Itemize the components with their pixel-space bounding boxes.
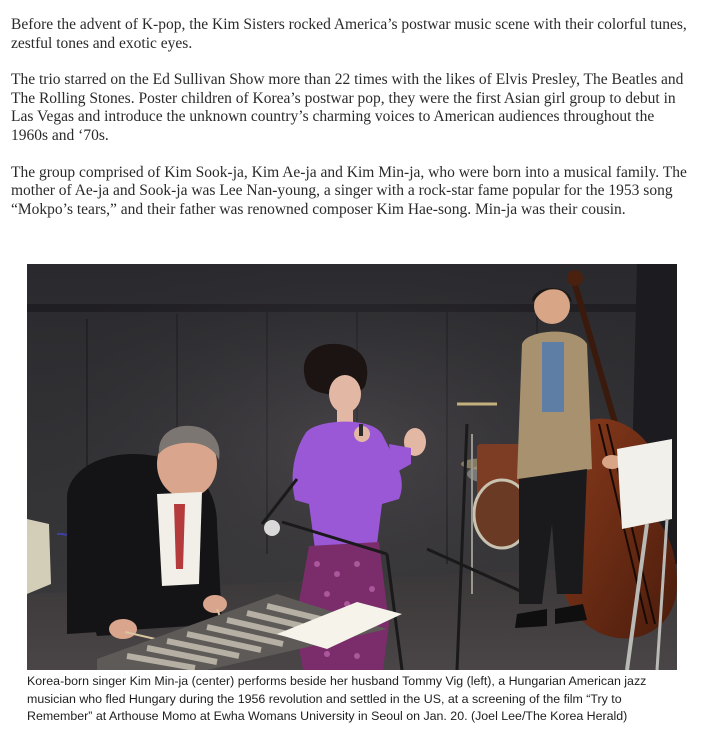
article-figure: [27, 264, 677, 726]
article-paragraph: The group comprised of Kim Sook-ja, Kim Ae-ja and Kim Min-ja, who were born into a musical family. The mother of Ae-ja and Sook-ja was Lee Nan-young, a singer with a rock-star fame popular for the 1953 song “Mokpo’s tears,” and their father was renowned composer Kim Hae-song. Min-ja was their cousin.: [11, 163, 687, 218]
photo-caption: Korea-born singer Kim Min-ja (center) performs beside her husband Tommy Vig (left), a Hungarian American jazz musician who fled Hungary during the 1956 revolution and settled in the US, at a screening of the film “Try to Remember” at Arthouse Momo at Ewha Womans University in Seoul on Jan. 20. (Joel Lee/The Korea Herald): [27, 674, 647, 723]
article-paragraph: The trio starred on the Ed Sullivan Show more than 22 times with the likes of Elvis Presley, The Beatles and The Rolling Stones. Poster children of Korea’s postwar pop, they were the first Asian girl group to debut in Las Vegas and introduce the unknown country’s charming voices to American audiences throughout the 1960s and ‘70s.: [11, 71, 684, 144]
article-paragraph: Before the advent of K-pop, the Kim Sisters rocked America’s postwar music scene with their colorful tunes, zestful tones and exotic eyes.: [11, 16, 687, 52]
concert-photo: [27, 264, 677, 670]
article-body: [11, 16, 693, 237]
concert-photo-illustration: [27, 264, 677, 670]
